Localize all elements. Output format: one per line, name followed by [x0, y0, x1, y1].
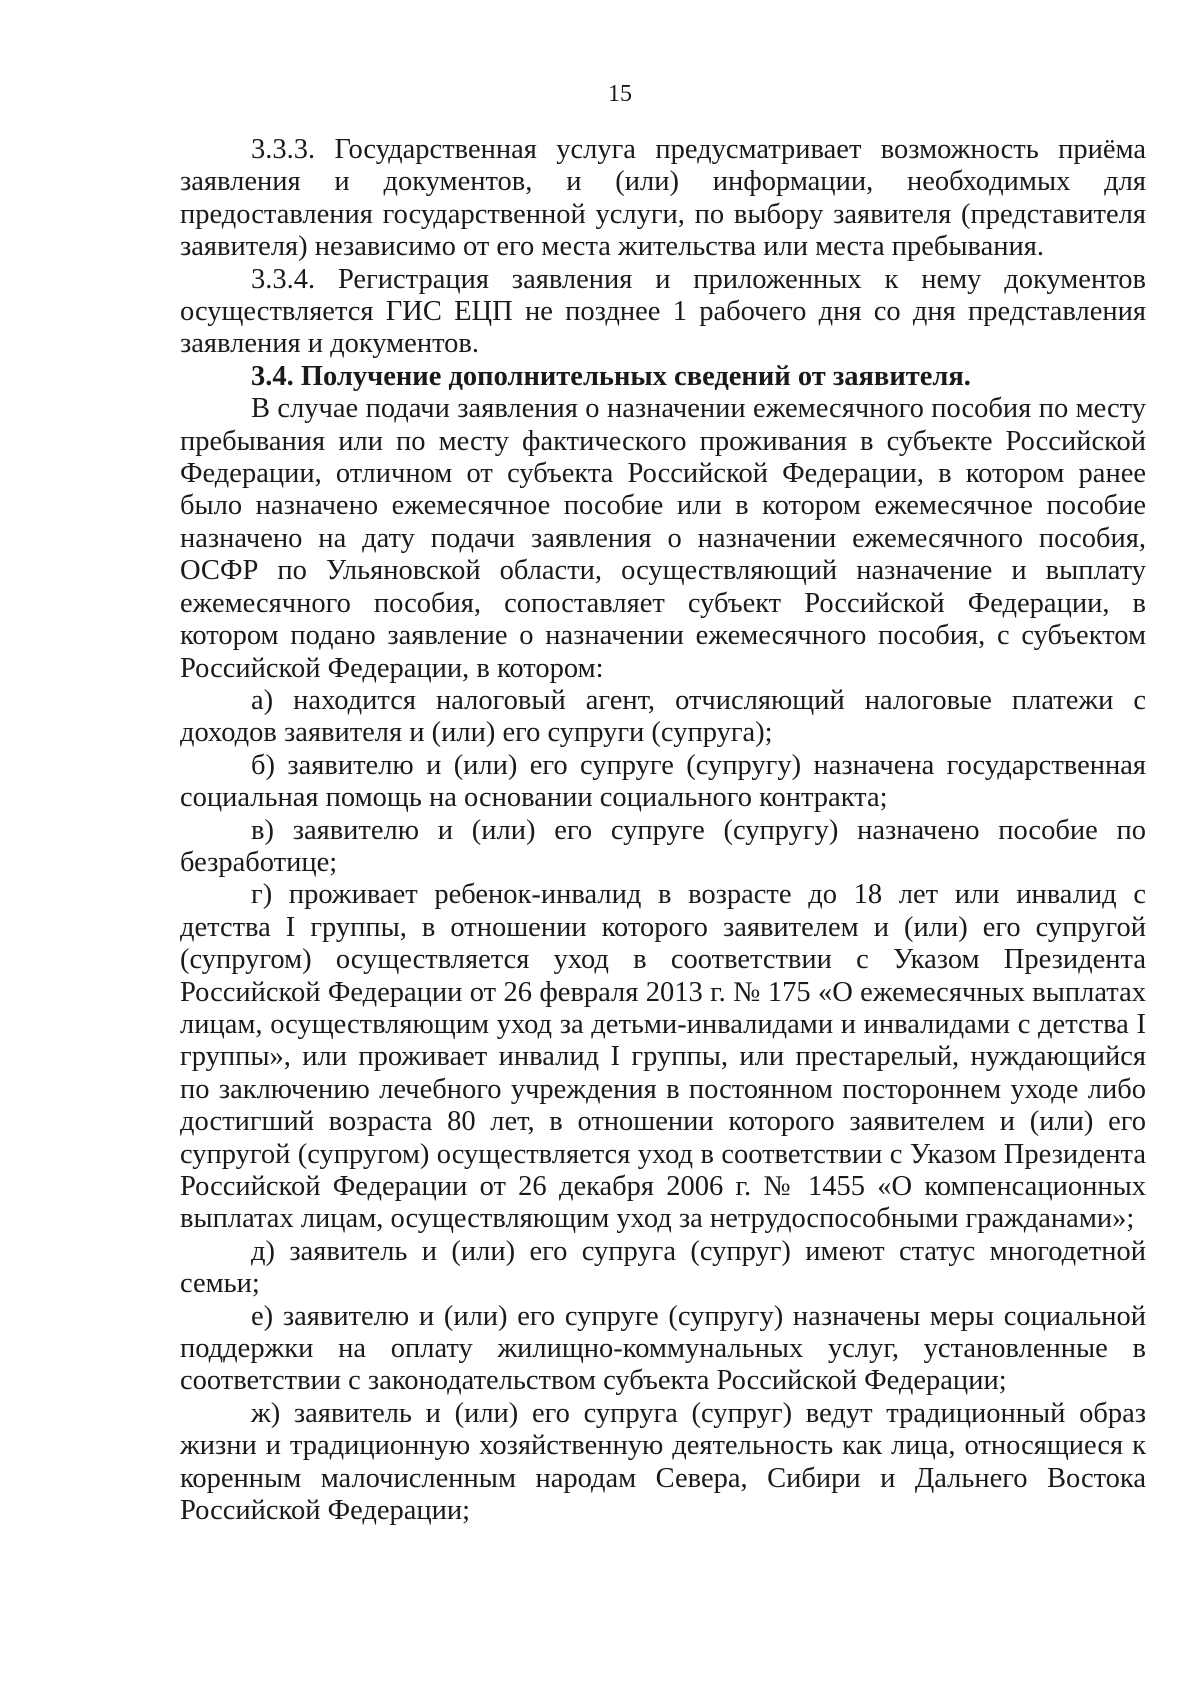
list-item-v: в) заявителю и (или) его супруге (супругу) назначено пособие по безработице; — [180, 814, 1146, 878]
list-item-e: е) заявителю и (или) его супруге (супругу) назначены меры социальной поддержки на оплату жилищно-коммунальных услуг, установленные в соответствии с законодательством субъекта Российской Федерации; — [180, 1300, 1146, 1397]
page-number: 15 — [608, 81, 632, 107]
list-item-g: г) проживает ребенок-инвалид в возрасте до 18 лет или инвалид с детства I группы, в отношении которого заявителем и (или) его супругой (супругом) осуществляется уход в соответствии с Указом Президента Российской Федерации от 26 февраля 2013 г. № 175 «О ежемесячных выплатах лицам, осуществляющим уход за детьми-инвалидами и инвалидами с детства I группы», или проживает инвалид I группы, или престарелый, нуждающийся по заключению лечебного учреждения в постоянном постороннем уходе либо достигший возраста 80 лет, в отношении которого заявителем и (или) его супругой (супругом) осуществляется уход в соответствии с Указом Президента Российской Федерации от 26 декабря 2006 г. № 1455 «О компенсационных выплатах лицам, осуществляющим уход за нетрудоспособными гражданами»; — [180, 879, 1146, 1235]
section-heading-3-4: 3.4. Получение дополнительных сведений от заявителя. — [251, 360, 971, 392]
document-body — [180, 134, 1146, 1527]
paragraph-3-3-3: 3.3.3. Государственная услуга предусматривает возможность приёма заявления и документов, и (или) информации, необходимых для предоставления государственной услуги, по выбору заявителя (представителя заявителя) независимо от его места жительства или места пребывания. — [180, 134, 1146, 263]
list-item-a: а) находится налоговый агент, отчисляющий налоговые платежи с доходов заявителя и (или) его супруги (супруга); — [180, 684, 1146, 749]
paragraph-3-3-4: 3.3.4. Регистрация заявления и приложенных к нему документов осуществляется ГИС ЕЦП не позднее 1 рабочего дня со дня представления заявления и документов. — [180, 263, 1146, 360]
list-item-b: б) заявителю и (или) его супруге (супругу) назначена государственная социальная помощь на основании социального контракта; — [180, 749, 1146, 814]
list-item-zh: ж) заявитель и (или) его супруга (супруг) ведут традиционный образ жизни и традиционную хозяйственную деятельность как лица, относящиеся к коренным малочисленным народам Севера, Сибири и Дальнего Востока Российской Федерации; — [180, 1397, 1146, 1527]
list-item-d: д) заявитель и (или) его супруга (супруг) имеют статус многодетной семьи; — [180, 1235, 1146, 1300]
paragraph-intro: В случае подачи заявления о назначении ежемесячного пособия по месту пребывания или по месту фактического проживания в субъекте Российской Федерации, отличном от субъекта Российской Федерации, в котором ранее было назначено ежемесячное пособие или в котором ежемесячное пособие назначено на дату подачи заявления о назначении ежемесячного пособия, ОСФР по Ульяновской области, осуществляющий назначение и выплату ежемесячного пособия, сопоставляет субъект Российской Федерации, в котором подано заявление о назначении ежемесячного пособия, с субъектом Российской Федерации, в котором: — [180, 393, 1146, 684]
